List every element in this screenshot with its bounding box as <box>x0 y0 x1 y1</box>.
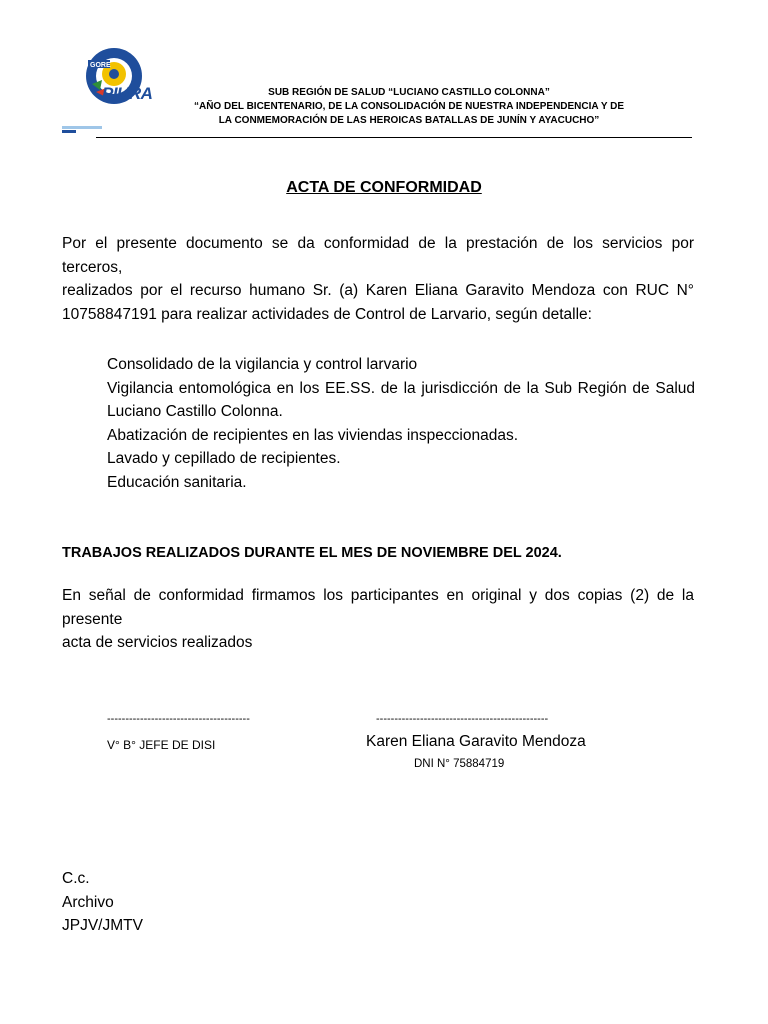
conformity-line-2: acta de servicios realizados <box>62 634 253 651</box>
document-title: ACTA DE CONFORMIDAD <box>286 179 482 196</box>
signature-dni: DNI N° 75884719 <box>414 758 505 770</box>
intro-paragraph <box>62 232 694 326</box>
list-item: Lavado y cepillado de recipientes. <box>107 450 341 467</box>
list-item: Abatización de recipientes en las viviendas inspeccionadas. <box>107 426 518 444</box>
document-header <box>96 86 692 128</box>
signature-name-right: Karen Eliana Garavito Mendoza <box>366 733 586 750</box>
signature-label-left: V° B° JEFE DE DISI <box>107 738 216 752</box>
list-item: Consolidado de la vigilancia y control larvario <box>107 356 418 373</box>
signature-line-left: --------------------------------------- <box>107 713 250 725</box>
intro-line-2: realizados por el recurso humano Sr. (a) Karen Eliana Garavito Mendoza con RUC N° <box>62 282 694 299</box>
activities-list <box>107 353 695 494</box>
header-line-2: “AÑO DEL BICENTENARIO, DE LA CONSOLIDACIÓN DE NUESTRA INDEPENDENCIA Y DE <box>193 101 625 112</box>
intro-line-1: Por el presente documento se da conformidad de la prestación de los servicios por terceros, <box>62 235 694 276</box>
list-item: Vigilancia entomológica en los EE.SS. de la jurisdicción de la Sub Región de Salud <box>107 379 695 397</box>
svg-text:GORE: GORE <box>90 62 111 69</box>
cc-label: C.c. <box>62 870 90 887</box>
list-item: Luciano Castillo Colonna. <box>107 403 283 420</box>
header-line-3: LA CONMEMORACIÓN DE LAS HEROICAS BATALLAS DE JUNÍN Y AYACUCHO” <box>218 115 600 126</box>
intro-line-3: 10758847191 para realizar actividades de Control de Larvario, según detalle: <box>62 305 592 323</box>
conformity-paragraph <box>62 584 694 655</box>
cc-item: Archivo <box>62 893 114 911</box>
signature-line-right: ----------------------------------------------- <box>376 713 549 725</box>
conformity-line-1: En señal de conformidad firmamos los participantes en original y dos copias (2) de la presente <box>62 587 694 628</box>
worked-heading: TRABAJOS REALIZADOS DURANTE EL MES DE NOVIEMBRE DEL 2024. <box>62 545 562 561</box>
header-line-1: SUB REGIÓN DE SALUD “LUCIANO CASTILLO COLONNA” <box>268 87 550 98</box>
list-item: Educación sanitaria. <box>107 473 247 491</box>
header-divider <box>96 137 692 138</box>
copy-list <box>62 867 143 938</box>
logo-text: PIURA <box>102 84 153 103</box>
cc-item: JPJV/JMTV <box>62 917 143 934</box>
